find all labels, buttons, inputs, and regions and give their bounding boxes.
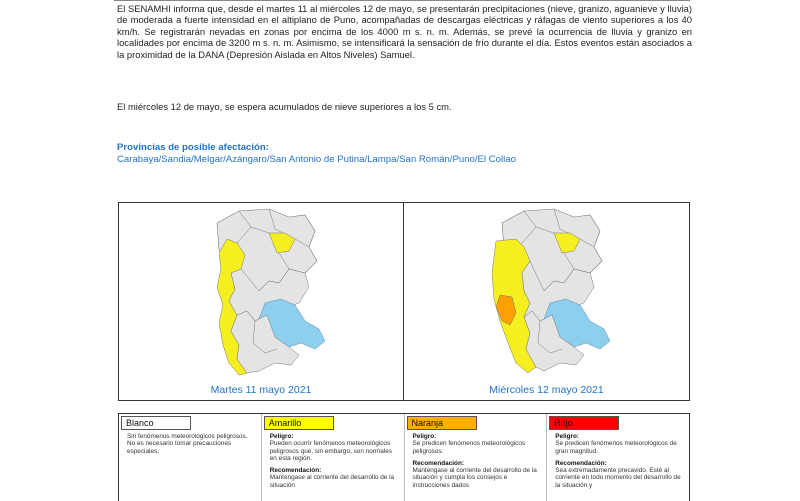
recommendation-label: Recomendación: (555, 459, 607, 467)
report-paragraph: El SENAMHI informa que, desde el martes 11 al miércoles 12 de mayo, se presentarán precipitaciones (nieve, granizo, aguanieve y lluvia) de moderada a fuerte intensidad en el altiplano de Puno, acompañadas de descargas eléctricas y ráfagas de viento superiores a los 40 km/h. Se registrarán nevadas en zonas por encima de los 4000 m s. n. m. Además, se prevé la ocurrencia de lluvia y granizo en localidades por encima de 3200 m s. n. m. Asimismo, se intensificará la sensación de frío durante el día. Estos eventos están asociados a la proximidad de la DANA (Depresión Aislada en Altos Niveles) Samuel. (117, 3, 692, 60)
danger-text-red: Se predicen fenómenos meteorológicos de gran magnitud. (555, 440, 677, 455)
level-label-orange: Naranja (407, 416, 477, 430)
map-caption-tuesday: Martes 11 mayo 2021 (210, 384, 312, 396)
snow-accumulation-note: El miércoles 12 de mayo, se espera acumulados de nieve superiores a los 5 cm. (117, 101, 452, 112)
recommendation-text-orange: Manténgase al corriente del desarrollo de la situación y cumpla los consejos e instrucciones dados (412, 467, 537, 489)
recommendation-text-yellow: Manténgase al corriente del desarrollo de la situación (269, 474, 395, 489)
level-description-white: Sin fenómenos meteorológicos peligrosos. No es necesario tomar precauciones especiales. (127, 433, 248, 455)
danger-text-orange: Se predicen fenómenos meteorológicos peligrosos. (412, 440, 526, 455)
legend-column-red (547, 414, 689, 501)
puno-map-wednesday (404, 203, 689, 381)
level-label-white: Blanco (121, 416, 191, 430)
map-panel-wednesday (404, 203, 689, 400)
map-panel-tuesday (119, 203, 404, 400)
legend-column-yellow (262, 414, 405, 501)
top-border (114, 0, 690, 1)
legend-column-orange (405, 414, 548, 501)
level-label-red: Rojo (549, 416, 619, 430)
alert-level-legend (118, 413, 690, 501)
danger-label: Peligro: (555, 433, 580, 440)
provinces-title: Provincias de posible afectación: (117, 142, 269, 153)
danger-label: Peligro: (412, 433, 437, 440)
recommendation-label: Recomendación: (269, 467, 322, 475)
recommendation-text-red: Sea extremadamente precavido. Esté al corriente en todo momento del desarrollo de la situación y (555, 467, 681, 489)
maps-container (118, 202, 690, 401)
puno-map-tuesday (119, 203, 403, 381)
recommendation-label: Recomendación: (412, 459, 464, 467)
provinces-list: Carabaya/Sandia/Melgar/Azángaro/San Antonio de Putina/Lampa/San Román/Puno/El Collao (117, 154, 516, 165)
legend-column-white (119, 414, 262, 501)
map-caption-wednesday: Miércoles 12 mayo 2021 (489, 384, 604, 396)
danger-label: Peligro: (269, 433, 294, 440)
danger-text-yellow: Pueden ocurrir fenómenos meteorológicos peligrosos que, sin embargo, son normales en esta región. (269, 440, 392, 462)
level-label-yellow: Amarillo (264, 416, 334, 430)
